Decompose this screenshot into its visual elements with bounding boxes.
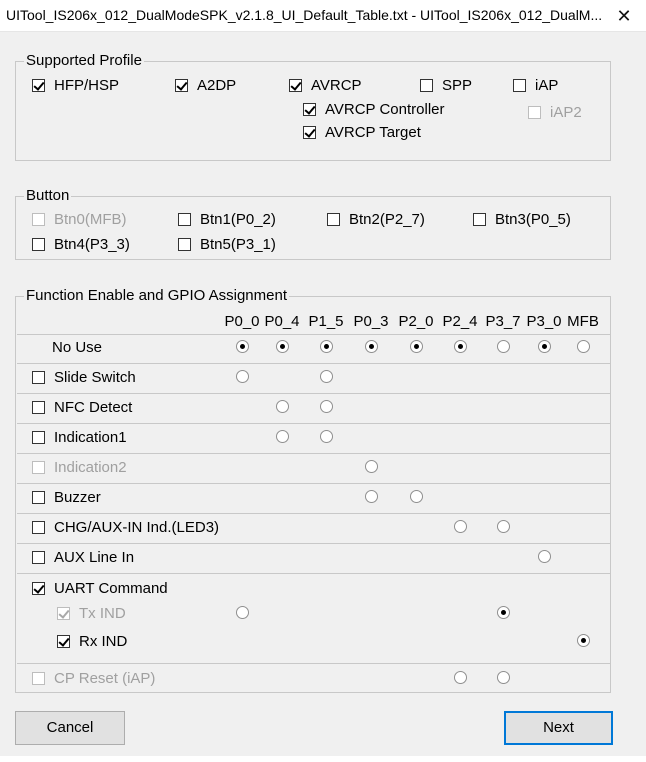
selected-radio-p3-7[interactable] bbox=[497, 606, 510, 619]
unselected-radio-p2-0[interactable] bbox=[410, 490, 423, 503]
checked-checkbox-icon[interactable] bbox=[32, 79, 45, 92]
column-header-p0-4: P0_4 bbox=[264, 313, 300, 330]
column-header-p0-3: P0_3 bbox=[353, 313, 389, 330]
checkbox-label: CP Reset (iAP) bbox=[54, 670, 156, 687]
unselected-radio-mfb[interactable] bbox=[577, 340, 590, 353]
column-header-p0-0: P0_0 bbox=[224, 313, 260, 330]
checkbox-label: Indication1 bbox=[54, 429, 127, 446]
unchecked-checkbox-icon[interactable] bbox=[178, 213, 191, 226]
selected-radio-p2-0[interactable] bbox=[410, 340, 423, 353]
button-group-legend: Button bbox=[26, 187, 70, 204]
row-divider bbox=[17, 363, 610, 364]
checkbox-label: AUX Line In bbox=[54, 549, 135, 566]
unselected-radio-p1-5[interactable] bbox=[320, 430, 333, 443]
row-divider bbox=[17, 543, 610, 544]
checkbox-label: Btn3(P0_5) bbox=[495, 211, 571, 228]
checkbox-label: NFC Detect bbox=[54, 399, 133, 416]
row-divider bbox=[17, 334, 610, 335]
unchecked-checkbox-icon bbox=[32, 461, 45, 474]
unselected-radio-p2-4[interactable] bbox=[454, 671, 467, 684]
cancel-button[interactable]: Cancel bbox=[15, 711, 125, 745]
unchecked-checkbox-icon[interactable] bbox=[32, 491, 45, 504]
row-label: No Use bbox=[52, 339, 103, 356]
unchecked-checkbox-icon[interactable] bbox=[327, 213, 340, 226]
row-divider bbox=[17, 513, 610, 514]
checkbox-label: iAP bbox=[535, 77, 559, 94]
selected-radio-p1-5[interactable] bbox=[320, 340, 333, 353]
gpio-group-legend: Function Enable and GPIO Assignment bbox=[26, 287, 287, 304]
unselected-radio-p1-5[interactable] bbox=[320, 400, 333, 413]
checked-checkbox-icon[interactable] bbox=[32, 582, 45, 595]
column-header-mfb: MFB bbox=[567, 313, 599, 330]
checked-checkbox-icon[interactable] bbox=[57, 635, 70, 648]
unchecked-checkbox-icon[interactable] bbox=[473, 213, 486, 226]
checkbox-label: A2DP bbox=[197, 77, 237, 94]
selected-radio-mfb[interactable] bbox=[577, 634, 590, 647]
checked-checkbox-icon bbox=[57, 607, 70, 620]
unselected-radio-p1-5[interactable] bbox=[320, 370, 333, 383]
checkbox-label: Btn1(P0_2) bbox=[200, 211, 276, 228]
row-divider bbox=[17, 423, 610, 424]
unchecked-checkbox-icon[interactable] bbox=[32, 431, 45, 444]
close-icon[interactable]: ✕ bbox=[616, 6, 632, 26]
supported-profile-legend: Supported Profile bbox=[26, 52, 142, 69]
checkbox-label: Indication2 bbox=[54, 459, 127, 476]
checked-checkbox-icon[interactable] bbox=[289, 79, 302, 92]
unchecked-checkbox-icon bbox=[32, 672, 45, 685]
row-divider bbox=[17, 663, 610, 664]
unchecked-checkbox-icon bbox=[528, 106, 541, 119]
unselected-radio-p3-7[interactable] bbox=[497, 520, 510, 533]
selected-radio-p2-4[interactable] bbox=[454, 340, 467, 353]
checkbox-label: AVRCP Target bbox=[325, 124, 421, 141]
row-divider bbox=[17, 393, 610, 394]
checkbox-label: Rx IND bbox=[79, 633, 128, 650]
checkbox-label: CHG/AUX-IN Ind.(LED3) bbox=[54, 519, 220, 536]
checkbox-label: Slide Switch bbox=[54, 369, 136, 386]
unselected-radio-p0-3[interactable] bbox=[365, 490, 378, 503]
unchecked-checkbox-icon[interactable] bbox=[32, 521, 45, 534]
unchecked-checkbox-icon[interactable] bbox=[32, 551, 45, 564]
checked-checkbox-icon[interactable] bbox=[175, 79, 188, 92]
column-header-p1-5: P1_5 bbox=[308, 313, 344, 330]
checkbox-label: HFP/HSP bbox=[54, 77, 120, 94]
next-button[interactable]: Next bbox=[504, 711, 613, 745]
column-header-p2-4: P2_4 bbox=[442, 313, 478, 330]
row-divider bbox=[17, 483, 610, 484]
checkbox-label: Tx IND bbox=[79, 605, 126, 622]
checkbox-label: SPP bbox=[442, 77, 473, 94]
unchecked-checkbox-icon[interactable] bbox=[513, 79, 526, 92]
selected-radio-p3-0[interactable] bbox=[538, 340, 551, 353]
unselected-radio-p0-0[interactable] bbox=[236, 606, 249, 619]
checkbox-label: Btn4(P3_3) bbox=[54, 236, 130, 253]
checkbox-label: Btn5(P3_1) bbox=[200, 236, 276, 253]
bottom-edge bbox=[0, 756, 646, 762]
checked-checkbox-icon[interactable] bbox=[303, 126, 316, 139]
checkbox-label: iAP2 bbox=[550, 104, 582, 121]
column-header-p2-0: P2_0 bbox=[398, 313, 434, 330]
selected-radio-p0-4[interactable] bbox=[276, 340, 289, 353]
unselected-radio-p0-4[interactable] bbox=[276, 400, 289, 413]
title-bar bbox=[0, 0, 646, 32]
row-divider bbox=[17, 453, 610, 454]
checkbox-label: UART Command bbox=[54, 580, 168, 597]
row-divider bbox=[17, 573, 610, 574]
unchecked-checkbox-icon[interactable] bbox=[178, 238, 191, 251]
selected-radio-p0-3[interactable] bbox=[365, 340, 378, 353]
unchecked-checkbox-icon[interactable] bbox=[32, 238, 45, 251]
unselected-radio-p3-7[interactable] bbox=[497, 340, 510, 353]
column-header-p3-0: P3_0 bbox=[526, 313, 562, 330]
unselected-radio-p0-0[interactable] bbox=[236, 370, 249, 383]
unchecked-checkbox-icon[interactable] bbox=[420, 79, 433, 92]
selected-radio-p0-0[interactable] bbox=[236, 340, 249, 353]
checkbox-label: AVRCP Controller bbox=[325, 101, 445, 118]
checked-checkbox-icon[interactable] bbox=[303, 103, 316, 116]
checkbox-label: AVRCP bbox=[311, 77, 362, 94]
unchecked-checkbox-icon bbox=[32, 213, 45, 226]
unselected-radio-p0-3[interactable] bbox=[365, 460, 378, 473]
unselected-radio-p2-4[interactable] bbox=[454, 520, 467, 533]
checkbox-label: Buzzer bbox=[54, 489, 101, 506]
unselected-radio-p3-0[interactable] bbox=[538, 550, 551, 563]
unchecked-checkbox-icon[interactable] bbox=[32, 371, 45, 384]
checkbox-label: Btn2(P2_7) bbox=[349, 211, 425, 228]
window-title: UITool_IS206x_012_DualModeSPK_v2.1.8_UI_Default_Table.txt - UITool_IS206x_012_DualM... bbox=[6, 7, 603, 23]
unchecked-checkbox-icon[interactable] bbox=[32, 401, 45, 414]
column-header-p3-7: P3_7 bbox=[485, 313, 521, 330]
checkbox-label: Btn0(MFB) bbox=[54, 211, 127, 228]
unselected-radio-p0-4[interactable] bbox=[276, 430, 289, 443]
unselected-radio-p3-7[interactable] bbox=[497, 671, 510, 684]
